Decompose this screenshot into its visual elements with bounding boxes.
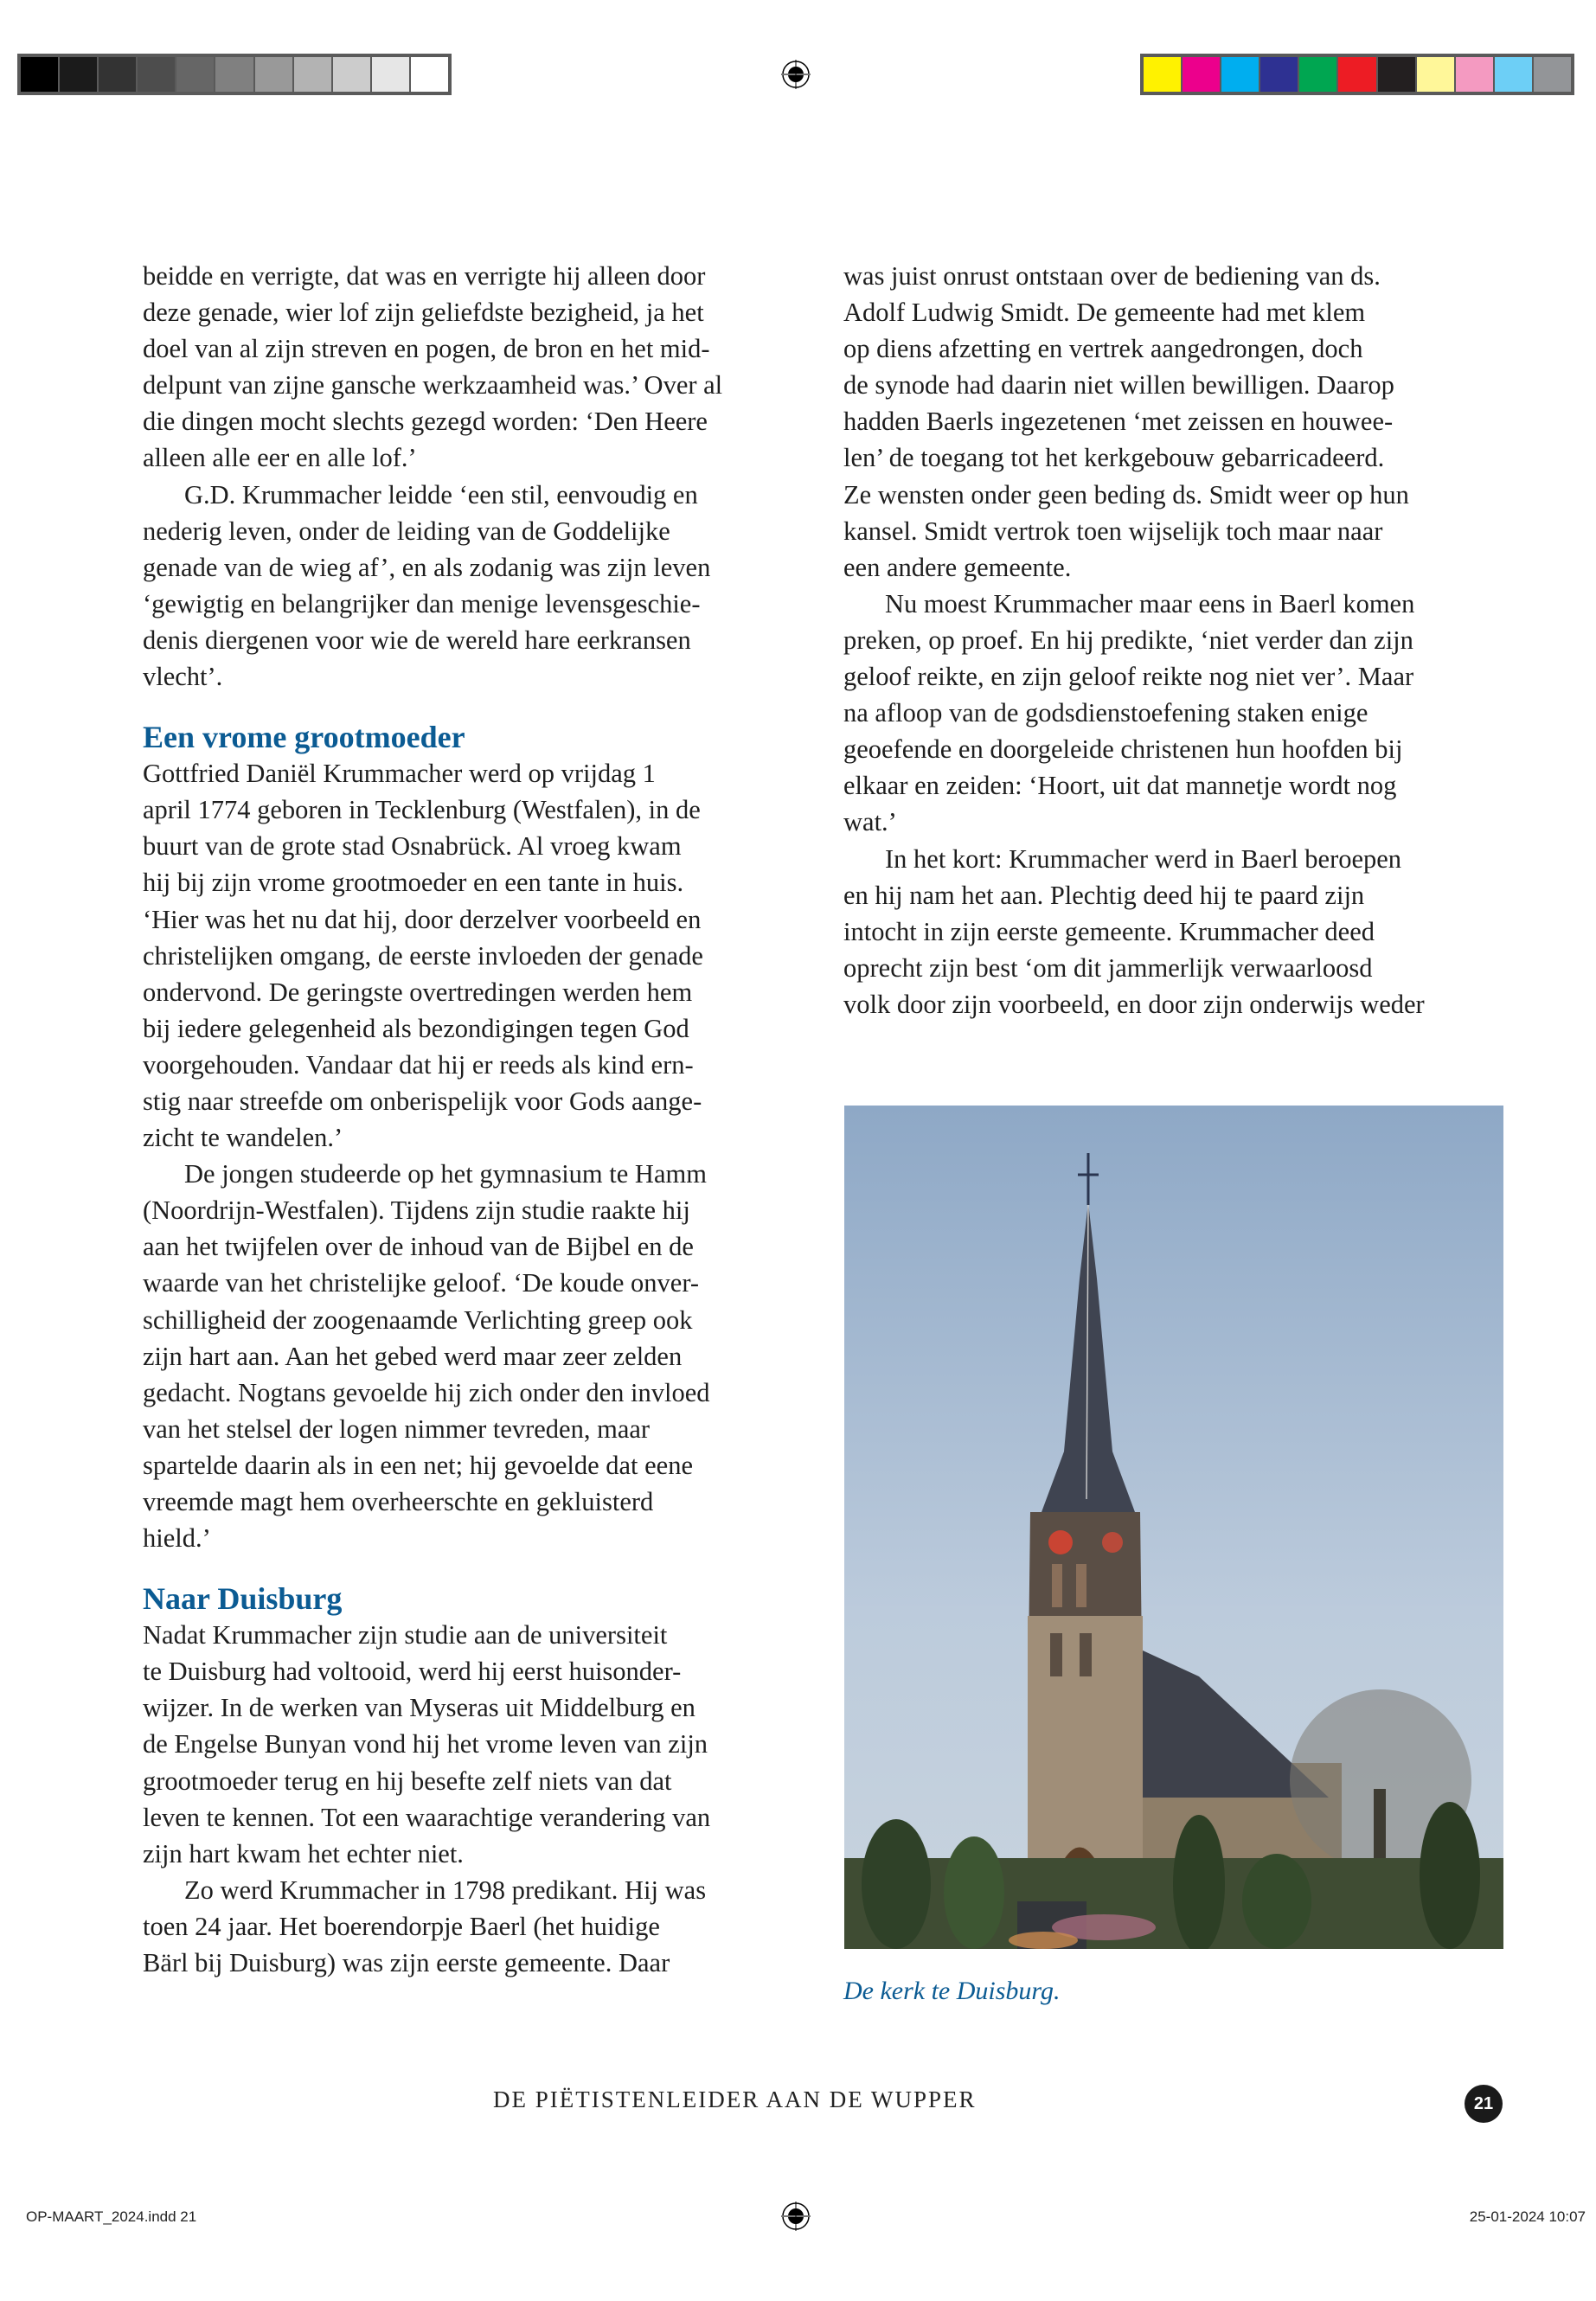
paragraph — [843, 841, 1509, 1022]
text-line: die dingen mocht slechts gezegd worden: ‘Den Heere — [143, 407, 708, 437]
text-line: zijn hart aan. Aan het gebed werd maar zeer zelden — [143, 1341, 683, 1371]
text-line: spartelde daarin als in een net; hij gevoelde dat eene — [143, 1450, 693, 1480]
slug-filename: OP-MAART_2024.indd 21 — [26, 2208, 197, 2225]
color-calibration-bar — [1140, 54, 1574, 95]
text-line: april 1774 geboren in Tecklenburg (Westfalen), in de — [143, 795, 701, 825]
text-line: op diens afzetting en vertrek aangedrongen, doch — [843, 334, 1363, 364]
text-line: Bärl bij Duisburg) was zijn eerste gemeente. Daar — [143, 1948, 670, 1978]
text-line: deze genade, wier lof zijn geliefdste bezigheid, ja het — [143, 298, 704, 328]
text-line: kansel. Smidt vertrok toen wijselijk toch maar naar — [843, 516, 1383, 546]
text-line: In het kort: Krummacher werd in Baerl beroepen — [885, 843, 1402, 874]
color-swatch — [1417, 57, 1454, 92]
running-title: DE PIËTISTENLEIDER AAN DE WUPPER — [493, 2086, 977, 2112]
color-swatch — [1378, 57, 1415, 92]
grayscale-calibration-bar — [17, 54, 452, 95]
color-swatch — [1495, 57, 1532, 92]
color-swatch — [1221, 57, 1259, 92]
text-line: Nu moest Krummacher maar eens in Baerl komen — [885, 588, 1415, 619]
text-line: genade van de wieg af’, en als zodanig was zijn leven — [143, 552, 711, 582]
gray-swatch — [99, 57, 136, 92]
text-line: buurt van de grote stad Osnabrück. Al vroeg kwam — [143, 831, 682, 862]
text-line: Adolf Ludwig Smidt. De gemeente had met klem — [843, 298, 1366, 328]
text-line: nederig leven, onder de leiding van de Goddelijke — [143, 516, 670, 546]
text-line: (Noordrijn-Westfalen). Tijdens zijn studie raakte hij — [143, 1195, 690, 1226]
page-number-badge: 21 — [1465, 2085, 1503, 2123]
text-line: Ze wensten onder geen beding ds. Smidt weer op hun — [843, 479, 1409, 510]
gray-swatch — [255, 57, 292, 92]
photo-caption: De kerk te Duisburg. — [843, 1977, 1061, 2005]
text-line: en hij nam het aan. Plechtig deed hij te paard zijn — [843, 880, 1365, 910]
paragraph — [143, 1872, 792, 1981]
text-line: leven te kennen. Tot een waarachtige verandering van — [143, 1802, 711, 1832]
text-line: te Duisburg had voltooid, werd hij eerst huisonder- — [143, 1657, 682, 1687]
text-line: zijn hart kwam het echter niet. — [143, 1838, 464, 1868]
left-column — [143, 258, 792, 1981]
text-line: alleen alle eer en alle lof.’ — [143, 443, 417, 473]
color-swatch — [1260, 57, 1298, 92]
right-column — [843, 258, 1509, 1022]
text-line: hij bij zijn vrome grootmoeder en een tante in huis. — [143, 868, 684, 898]
text-line: beidde en verrigte, dat was en verrigte hij alleen door — [143, 261, 706, 291]
gray-swatch — [176, 57, 214, 92]
paragraph — [143, 258, 792, 477]
text-line: len’ de toegang tot het kerkgebouw gebarricadeerd. — [843, 443, 1385, 473]
text-line: na afloop van de godsdienstoefening staken enige — [843, 698, 1368, 728]
gray-swatch — [333, 57, 370, 92]
text-line: volk door zijn voorbeeld, en door zijn onderwijs weder — [843, 989, 1425, 1019]
text-line: wat.’ — [843, 807, 897, 837]
paragraph — [843, 258, 1509, 586]
text-line: stig naar streefde om onberispelijk voor Gods aange- — [143, 1086, 702, 1116]
paragraph — [843, 586, 1509, 841]
text-line: vlecht’. — [143, 662, 223, 692]
text-line: G.D. Krummacher leidde ‘een stil, eenvoudig en — [184, 479, 698, 510]
text-line: waarde van het christelijke geloof. ‘De koude onver- — [143, 1268, 700, 1298]
gray-swatch — [294, 57, 331, 92]
text-line: doel van al zijn streven en pogen, de bron en het mid- — [143, 334, 710, 364]
registration-mark-icon — [781, 2202, 811, 2231]
section-heading: Een vrome grootmoeder — [143, 720, 465, 755]
text-line: intocht in zijn eerste gemeente. Krummacher deed — [843, 916, 1375, 946]
text-line: De jongen studeerde op het gymnasium te Hamm — [184, 1159, 707, 1189]
text-line: ‘gewigtig en belangrijker dan menige levensgeschie- — [143, 588, 701, 619]
gray-swatch — [411, 57, 448, 92]
gray-swatch — [60, 57, 97, 92]
gray-swatch — [138, 57, 175, 92]
text-line: de synode had daarin niet willen bewilligen. Daarop — [843, 370, 1394, 401]
text-line: schilligheid der zoogenaamde Verlichting greep ook — [143, 1304, 693, 1335]
paragraph — [143, 755, 792, 1156]
text-line: was juist onrust ontstaan over de bediening van ds. — [843, 261, 1381, 291]
color-swatch — [1456, 57, 1493, 92]
color-swatch — [1183, 57, 1220, 92]
text-line: geloof reikte, en zijn geloof reikte nog niet ver’. Maar — [843, 662, 1414, 692]
text-line: voorgehouden. Vandaar dat hij er reeds als kind ern- — [143, 1049, 694, 1080]
text-line: oprecht zijn best ‘om dit jammerlijk verwaarloosd — [843, 952, 1373, 983]
gray-swatch — [21, 57, 58, 92]
registration-mark-icon — [781, 60, 811, 89]
paragraph — [143, 1617, 792, 1872]
text-line: hadden Baerls ingezetenen ‘met zeissen en houwee- — [843, 407, 1394, 437]
text-line: aan het twijfelen over de inhoud van de Bijbel en de — [143, 1232, 694, 1262]
text-line: Zo werd Krummacher in 1798 predikant. Hij was — [184, 1875, 707, 1905]
text-line: bij iedere gelegenheid als bezondigingen tegen God — [143, 1013, 689, 1043]
text-line: grootmoeder terug en hij besefte zelf niets van dat — [143, 1766, 672, 1796]
text-line: hield.’ — [143, 1523, 211, 1554]
slug-timestamp: 25-01-2024 10:07 — [1469, 2208, 1586, 2225]
gray-swatch — [372, 57, 409, 92]
text-line: elkaar en zeiden: ‘Hoort, uit dat mannetje wordt nog — [843, 771, 1397, 801]
text-line: de Engelse Bunyan vond hij het vrome leven van zijn — [143, 1729, 708, 1759]
text-line: denis diergenen voor wie de wereld hare eerkransen — [143, 625, 691, 655]
text-line: preken, op proef. En hij predikte, ‘niet verder dan zijn — [843, 625, 1413, 655]
text-line: van het stelsel der logen nimmer tevreden, maar — [143, 1413, 651, 1444]
text-line: toen 24 jaar. Het boerendorpje Baerl (het huidige — [143, 1911, 660, 1941]
text-line: Nadat Krummacher zijn studie aan de universiteit — [143, 1620, 668, 1650]
text-line: vreemde magt hem overheerschte en gekluisterd — [143, 1487, 654, 1516]
paragraph — [143, 477, 792, 695]
text-line: wijzer. In de werken van Myseras uit Middelburg en — [143, 1693, 695, 1723]
text-line: gedacht. Nogtans gevoelde hij zich onder den invloed — [143, 1377, 710, 1407]
text-line: zicht te wandelen.’ — [143, 1123, 343, 1153]
gray-swatch — [215, 57, 253, 92]
color-swatch — [1144, 57, 1181, 92]
text-line: ‘Hier was het nu dat hij, door derzelver voorbeeld en — [143, 904, 702, 934]
text-line: ondervond. De geringste overtredingen werden hem — [143, 977, 693, 1007]
text-line: delpunt van zijne gansche werkzaamheid was.’ Over al — [143, 370, 723, 401]
text-line: christelijken omgang, de eerste invloeden der genade — [143, 940, 703, 971]
color-swatch — [1338, 57, 1375, 92]
text-line: een andere gemeente. — [843, 552, 1072, 582]
text-line: Gottfried Daniël Krummacher werd op vrijdag 1 — [143, 759, 656, 789]
text-line: geoefende en doorgeleide christenen hun hoofden bij — [843, 734, 1403, 765]
paragraph — [143, 1156, 792, 1556]
church-photo — [844, 1106, 1503, 1949]
color-swatch — [1534, 57, 1571, 92]
section-heading: Naar Duisburg — [143, 1581, 343, 1617]
color-swatch — [1299, 57, 1336, 92]
